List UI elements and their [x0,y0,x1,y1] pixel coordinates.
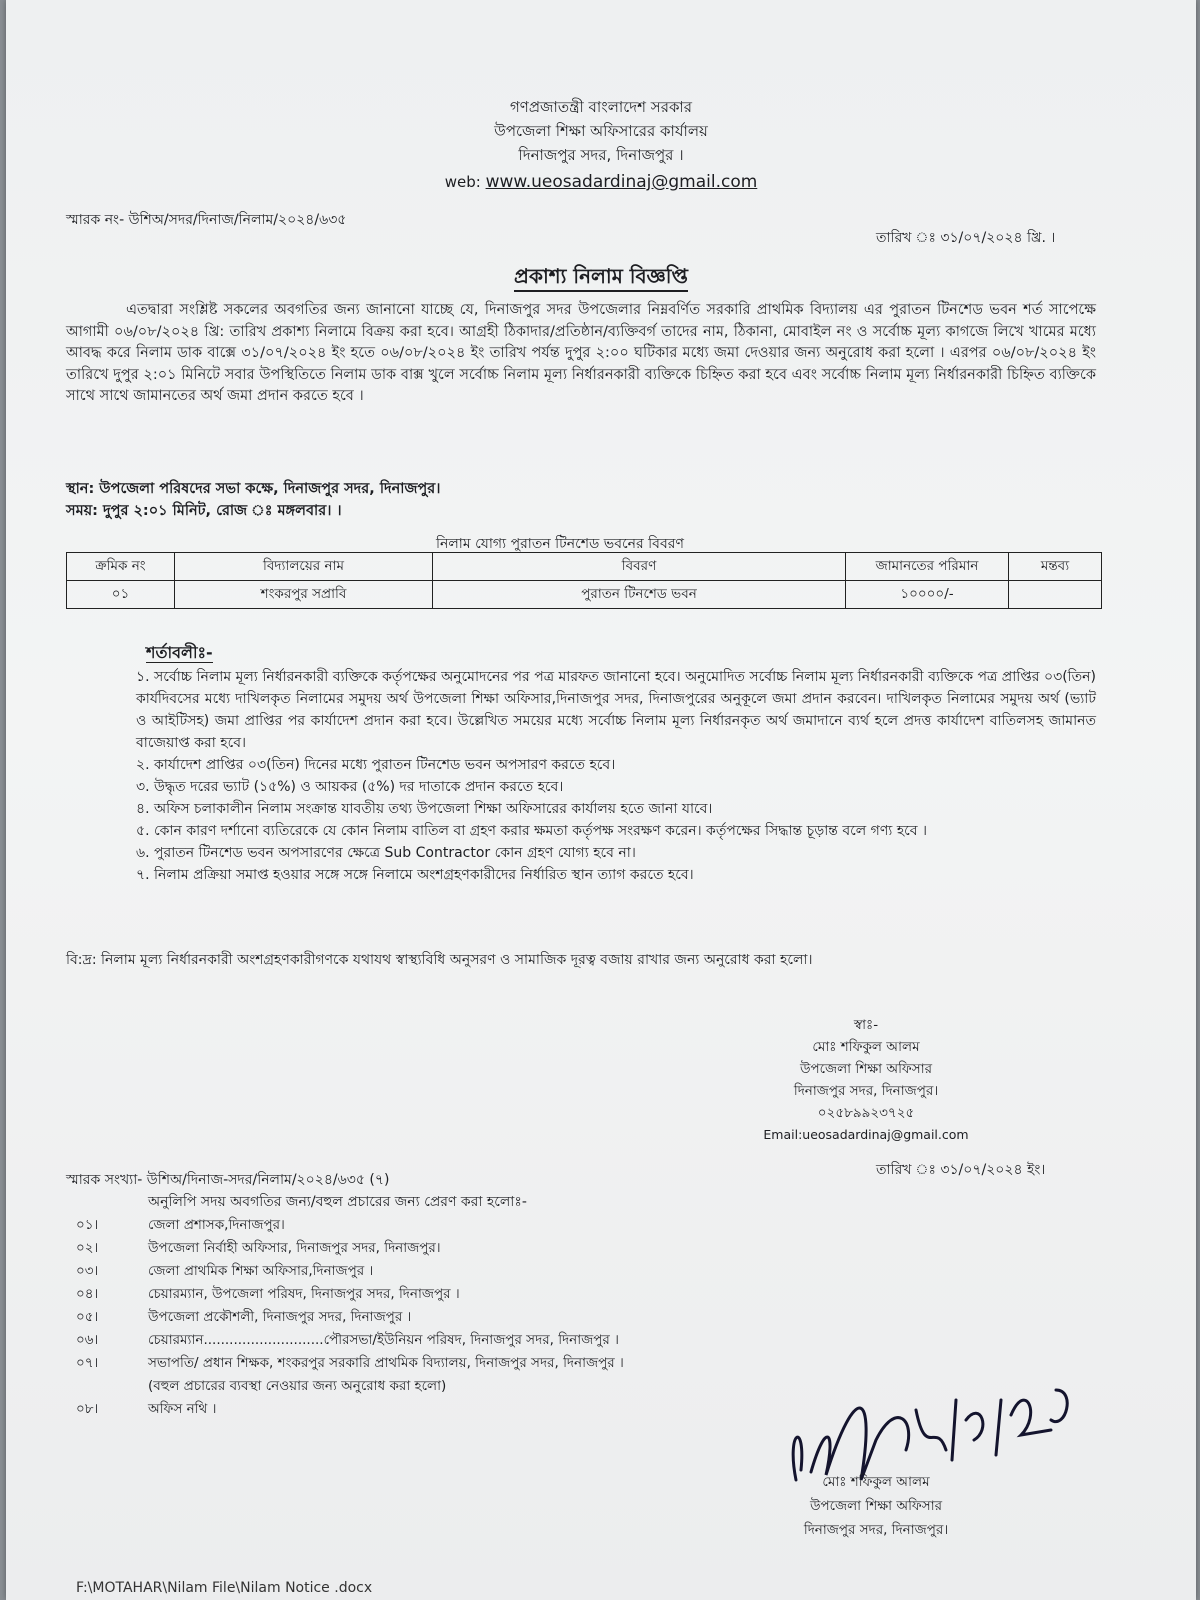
list-text: (বহুল প্রচারের ব্যবস্থা নেওয়ার জন্য অনুরোধ করা হলো) [148,1378,447,1394]
list-text: জেলা প্রাথমিক শিক্ষা অফিসার,দিনাজপুর । [148,1263,374,1279]
special-note: বি:দ্র: নিলাম মূল্য নির্ধারনকারী অংশগ্রহণকারীগণকে যথাযথ স্বাস্থ্যবিধি অনুসরণ ও সামাজিক দূরত্ব বজায় রাখার জন্য অনুরোধ করা হলো। [66,952,813,968]
web-label: web: [444,173,481,191]
list-item [76,1283,624,1306]
term-item: ২. কার্যাদেশ প্রাপ্তির ০৩(তিন) দিনের মধ্যে পুরাতন টিনশেড ভবন অপসারণ করতে হবে। [136,757,616,773]
list-number [76,1375,148,1398]
auction-place: স্থান: উপজেলা পরিষদের সভা কক্ষে, দিনাজপুর সদর, দিনাজপুর। [66,481,441,497]
list-number: ০৫। [76,1309,99,1325]
notice-title-text: প্রকাশ্য নিলাম বিজ্ঞপ্তি [514,264,688,292]
list-item [76,1260,624,1283]
signatory-email: Email:ueosadardinaj@gmail.com [763,1127,969,1142]
table-row [67,581,1102,609]
cell-school: শংকরপুর সপ্রাবি [175,581,433,609]
header-office: উপজেলা শিক্ষা অফিসারের কার্যালয় [494,122,708,140]
header-web [6,172,1196,192]
list-item [76,1237,624,1260]
col-security: জামানতের পরিমান [846,553,1009,581]
signatory-designation: উপজেলা শিক্ষা অফিসার [799,1061,933,1077]
signatory-name: মোঃ শফিকুল আলম [822,1474,930,1490]
term-item: ৪. অফিস চলাকালীন নিলাম সংক্রান্ত যাবতীয় তথ্য উপজেলা শিক্ষা অফিসারের কার্যালয় হতে জানা যাবে। [136,801,713,817]
copy-list [76,1214,624,1421]
auction-time: সময়: দুপুর ২:০১ মিনিট, রোজ ঃ মঙ্গলবার। । [66,503,342,519]
term-item: ৬. পুরাতন টিনশেড ভবন অপসারণের ক্ষেত্রে Sub Contractor কোন গ্রহণ যোগ্য হবে না। [136,845,636,861]
cell-description: পুরাতন টিনশেড ভবন [433,581,846,609]
list-item [76,1375,624,1398]
copy-intro: অনুলিপি সদয় অবগতির জন্য/বহুল প্রচারের জন্য প্রেরণ করা হলোঃ- [148,1194,527,1210]
col-description: বিবরণ [433,553,846,581]
list-item [76,1352,624,1375]
signatory-name: মোঃ শফিকুল আলম [812,1039,920,1055]
term-item: ৫. কোন কারণ দর্শানো ব্যতিরেকে যে কোন নিলাম বাতিল বা গ্রহণ করার ক্ষমতা কর্তৃপক্ষ সংরক্ষণ করেন। কর্তৃপক্ষের সিদ্ধান্ত চূড়ান্ত বলে গণ্য হবে । [136,823,928,839]
list-item [76,1306,624,1329]
signatory-office: দিনাজপুর সদর, দিনাজপুর। [793,1083,939,1099]
list-number: ০৮। [76,1401,99,1417]
terms-list [136,666,1096,886]
signatory-designation: উপজেলা শিক্ষা অফিসার [809,1498,943,1514]
col-remarks: মন্তব্য [1009,553,1102,581]
list-number: ০৩। [76,1263,99,1279]
auction-items-table [66,552,1102,609]
col-school: বিদ্যালয়ের নাম [175,553,433,581]
list-item [76,1398,624,1421]
header-govt: গণপ্রজাতন্ত্রী বাংলাদেশ সরকার [509,98,693,116]
list-text: সভাপতি/ প্রধান শিক্ষক, শংকরপুর সরকারি প্রাথমিক বিদ্যালয়, দিনাজপুর সদর, দিনাজপুর । [148,1355,624,1371]
copy-date: তারিখ ঃ ৩১/০৭/২০২৪ ইং। [876,1162,1046,1178]
table-header-row [67,553,1102,581]
cell-security: ১০০০০/- [846,581,1009,609]
list-text: উপজেলা প্রকৌশলী, দিনাজপুর সদর, দিনাজপুর । [148,1309,412,1325]
header-location: দিনাজপুর সদর, দিনাজপুর । [518,146,684,164]
list-number: ০৭। [76,1355,99,1371]
signature-stroke [916,1400,1001,1460]
term-item: ১. সর্বোচ্চ নিলাম মূল্য নির্ধারনকারী ব্যক্তিকে কর্তৃপক্ষের অনুমোদনের পর পত্র মারফত জানানো হবে। অনুমোদিত সর্বোচ্চ নিলাম মূল্য নির্ধারনকারী ব্যক্তিকে পত্র প্রাপ্তির ০৩(তিন) কার্যদিবসের মধ্যে দাখিলকৃত নিলামের সমুদয় অর্থ উপজেলা শিক্ষা অফিসার,দিনাজপুর সদর, দিনাজপুরের অনুকূলে জমা প্রদান করবেন। দাখিলকৃত নিলামের সমুদয় অর্থ (ভ্যাট ও আইটিসহ) জমা প্রাপ্তির পর কার্যাদেশ প্রদান করা হবে। উল্লেখিত সময়ের মধ্যে সর্বোচ্চ নিলাম মূল্য নির্ধারনকৃত অর্থ জমাদানে ব্যর্থ হলে প্রদত্ত কার্যাদেশ বাতিলসহ জামানত বাজেয়াপ্ত করা হবে। [136,669,1096,751]
notice-title [6,262,1196,295]
list-item [76,1329,624,1352]
notice-document [6,0,1196,1600]
signatory-office: দিনাজপুর সদর, দিনাজপুর। [803,1522,949,1538]
term-item: ৭. নিলাম প্রক্রিয়া সমাপ্ত হওয়ার সঙ্গে সঙ্গে নিলামে অংশগ্রহণকারীদের নির্ধারিত স্থান ত্যাগ করতে হবে। [136,867,694,883]
term-item: ৩. উদ্ধৃত দরের ভ্যাট (১৫%) ও আয়কর (৫%) দর দাতাকে প্রদান করতে হবে। [136,779,564,795]
signature-stroke [1011,1390,1067,1435]
signature-block-2 [746,1470,1006,1542]
list-number: ০৬। [76,1332,99,1348]
web-link[interactable]: www.ueosadardinaj@gmail.com [485,172,758,192]
list-text: উপজেলা নির্বাহী অফিসার, দিনাজপুর সদর, দিনাজপুর। [148,1240,441,1256]
list-text: অফিস নথি । [148,1401,217,1417]
table-caption: নিলাম যোগ্য পুরাতন টিনশেড ভবনের বিবরণ [436,536,684,552]
list-item [76,1214,624,1237]
copy-ref: স্মারক সংখ্যা- উশিঅ/দিনাজ-সদর/নিলাম/২০২৪/৬৩৫ (৭) [66,1172,390,1188]
signatory-phone: ০২৫৮৯৯২৩৭২৫ [817,1105,915,1121]
list-text: চেয়ারম্যান, উপজেলা পরিষদ, দিনাজপুর সদর, দিনাজপুর । [148,1286,460,1302]
list-number: ০৪। [76,1286,99,1302]
terms-title-text: শর্তাবলীঃ- [146,643,213,662]
signature-block [706,1014,1026,1146]
terms-title [146,640,213,667]
signature-mark: স্বাঃ- [853,1017,879,1033]
memo-date: তারিখ ঃ ৩১/০৭/২০২৪ খ্রি. । [876,230,1056,246]
notice-body: এতদ্বারা সংশ্লিষ্ট সকলের অবগতির জন্য জানানো যাচ্ছে যে, দিনাজপুর সদর উপজেলার নিম্নবর্ণিত সরকারি প্রাথমিক বিদ্যালয় এর পুরাতন টিনশেড ভবন শর্ত সাপেক্ষে আগামী ০৬/০৮/২০২৪ খ্রি: তারিখ প্রকাশ্য নিলামে বিক্রয় করা হবে। আগ্রহী ঠিকাদার/প্রতিষ্ঠান/ব্যক্তিবর্গ তাদের নাম, ঠিকানা, মোবাইল নং ও সর্বোচ্চ মূল্য কাগজে লিখে খামের মধ্যে আবদ্ধ করে নিলাম ডাক বাক্সে ৩১/০৭/২০২৪ ইং হতে ০৬/০৮/২০২৪ ইং তারিখ পর্যন্ত দুপুর ২:০০ ঘটিকার মধ্যে জমা দেওয়ার জন্য অনুরোধ করা হলো । এরপর ০৬/০৮/২০২৪ ইং তারিখে দুপুর ২:০১ মিনিটে সবার উপস্থিতিতে নিলাম ডাক বাক্স খুলে সর্বোচ্চ নিলাম মূল্য নির্ধারনকারী ব্যক্তিকে চিহ্নিত করা হবে এবং সর্বোচ্চ নিলাম মূল্য নির্ধারনকারী চিহ্নিত ব্যক্তিকে সাথে সাথে জামানতের অর্থ জমা প্রদান করতে হবে । [66,302,1096,404]
memo-ref: স্মারক নং- উশিঅ/সদর/দিনাজ/নিলাম/২০২৪/৬৩৫ [66,212,347,228]
list-number: ০২। [76,1240,99,1256]
list-number: ০১। [76,1217,99,1233]
file-path: F:\MOTAHAR\Nilam File\Nilam Notice .docx [76,1580,373,1596]
cell-serial: ০১ [67,581,175,609]
cell-remarks [1009,581,1102,609]
list-text: জেলা প্রশাসক,দিনাজপুর। [148,1217,285,1233]
col-serial: ক্রমিক নং [67,553,175,581]
list-text: চেয়ারম্যান............................পৌরসভা/ইউনিয়ন পরিষদ, দিনাজপুর সদর, দিনাজপুর । [148,1332,619,1348]
